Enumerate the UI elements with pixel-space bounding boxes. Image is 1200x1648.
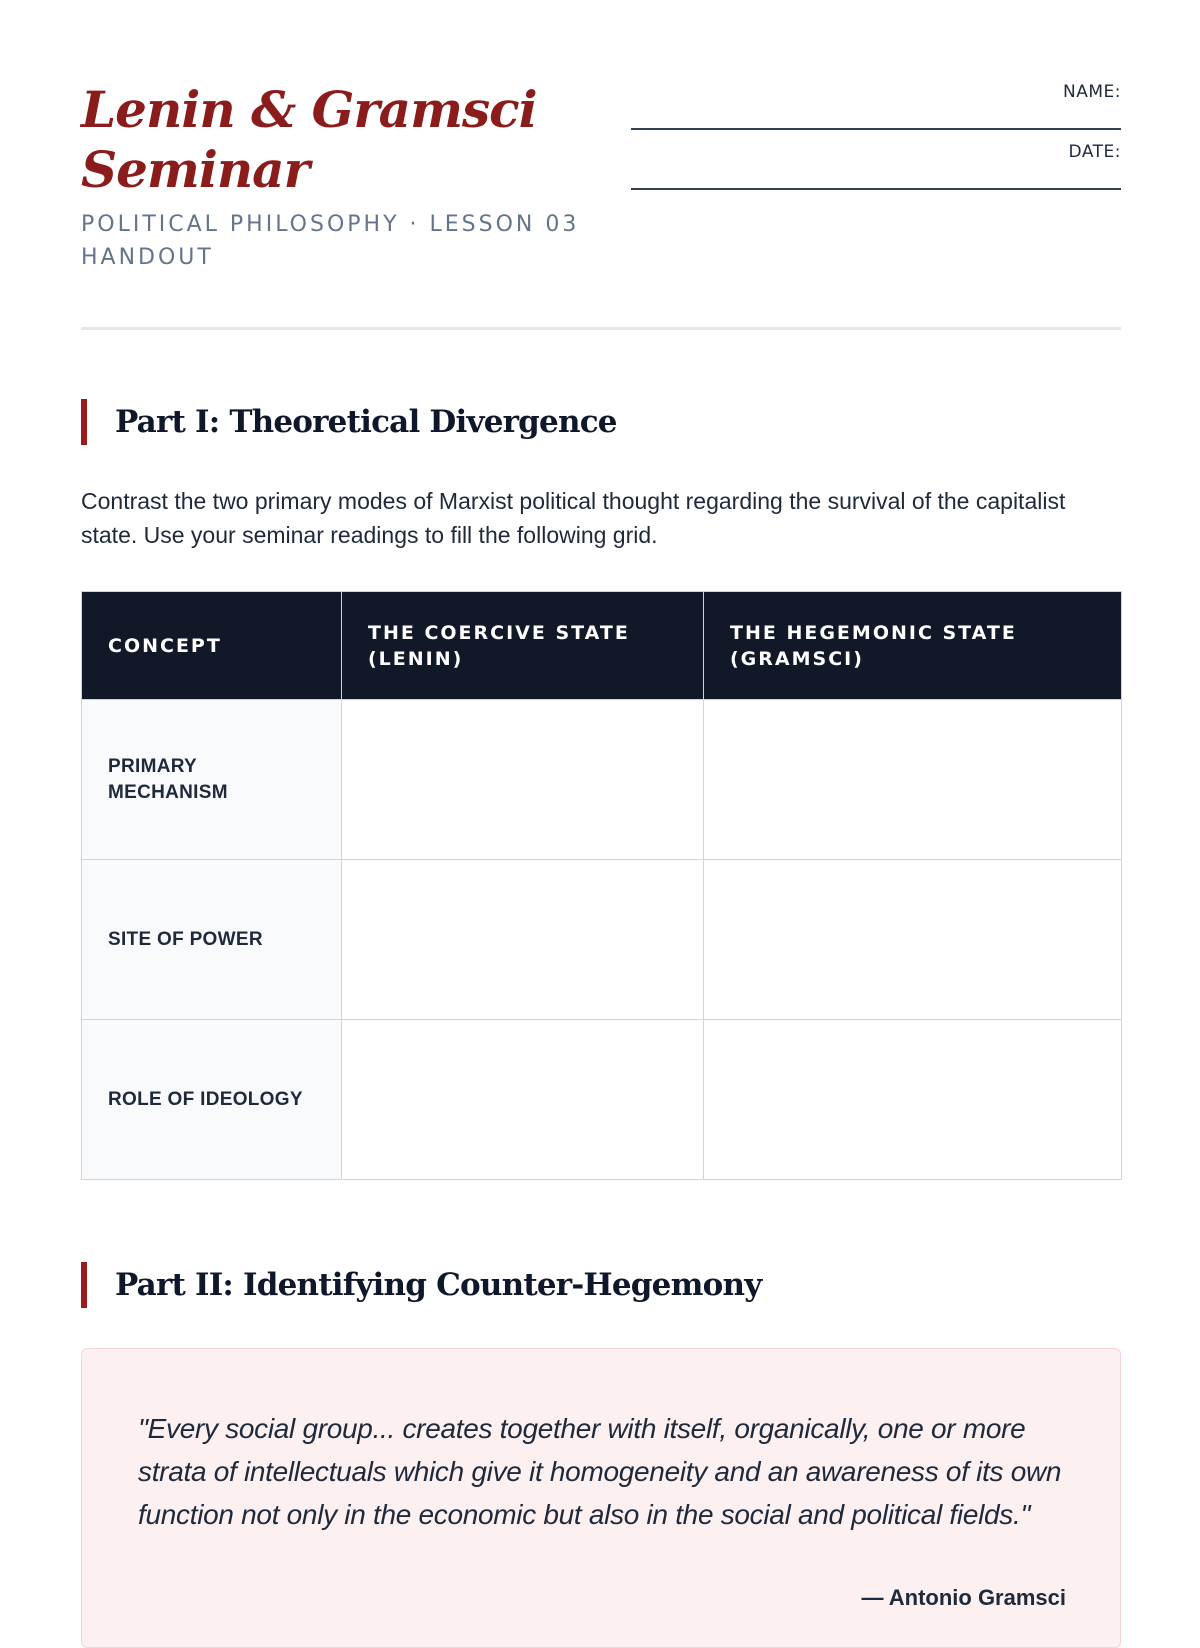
part-1-title: Part I: Theoretical Divergence xyxy=(115,404,617,440)
concept-role-of-ideology xyxy=(82,1020,342,1180)
concept-label-line-1: PRIMARY xyxy=(108,755,198,777)
answer-cell-lenin-ideology[interactable] xyxy=(342,1020,704,1180)
subtitle-line-1: POLITICAL PHILOSOPHY · LESSON 03 xyxy=(81,212,580,237)
header-hegemonic-line-1: THE HEGEMONIC STATE xyxy=(730,621,1017,644)
header-coercive-line-2: (LENIN) xyxy=(368,647,464,670)
part-2-title: Part II: Identifying Counter-Hegemony xyxy=(115,1267,762,1303)
date-label: DATE: xyxy=(1068,142,1121,162)
concept-label-line-2: MECHANISM xyxy=(108,781,228,803)
header-coercive-state xyxy=(342,592,704,700)
answer-cell-gramsci-ideology[interactable] xyxy=(704,1020,1122,1180)
subtitle-line-2: HANDOUT xyxy=(81,245,214,270)
table-row xyxy=(82,860,1122,1020)
concept-label: SITE OF POWER xyxy=(108,928,263,950)
page-title xyxy=(81,80,641,200)
answer-cell-lenin-mechanism[interactable] xyxy=(342,700,704,860)
date-field[interactable] xyxy=(631,140,1121,190)
header-concept-label: CONCEPT xyxy=(108,634,222,657)
table-header-row xyxy=(82,592,1122,700)
comparison-grid xyxy=(81,591,1122,1180)
answer-cell-gramsci-site[interactable] xyxy=(704,860,1122,1020)
table-row xyxy=(82,1020,1122,1180)
header-coercive-line-1: THE COERCIVE STATE xyxy=(368,621,630,644)
concept-site-of-power xyxy=(82,860,342,1020)
header-hegemonic-line-2: (GRAMSCI) xyxy=(730,647,864,670)
quote-text: "Every social group... creates together with itself, organically, one or more strata of intellectuals which give it homogeneity and an awareness of its own function not only in the economic but also in the social and political fields." xyxy=(138,1413,1062,1530)
answer-cell-gramsci-mechanism[interactable] xyxy=(704,700,1122,860)
header-concept xyxy=(82,592,342,700)
title-line-2: Seminar xyxy=(81,140,309,199)
table-row xyxy=(82,700,1122,860)
student-fields xyxy=(631,80,1121,200)
page-subtitle xyxy=(81,208,641,274)
title-line-1: Lenin & Gramsci xyxy=(81,80,537,139)
gramsci-quote-box xyxy=(81,1348,1121,1648)
name-label: NAME: xyxy=(1063,82,1121,102)
part-1-instructions: Contrast the two primary modes of Marxist political thought regarding the survival of the capitalist state. Use your seminar readings to fill the following grid. xyxy=(81,488,1066,548)
quote-attribution: — Antonio Gramsci xyxy=(861,1585,1066,1610)
part-1-heading xyxy=(81,399,1127,445)
concept-primary-mechanism xyxy=(82,700,342,860)
handout-header xyxy=(81,80,1121,280)
header-hegemonic-state xyxy=(704,592,1122,700)
answer-cell-lenin-site[interactable] xyxy=(342,860,704,1020)
concept-label: ROLE OF IDEOLOGY xyxy=(108,1088,303,1110)
part-2-heading xyxy=(81,1262,1127,1308)
name-field[interactable] xyxy=(631,80,1121,130)
header-divider xyxy=(81,327,1121,330)
